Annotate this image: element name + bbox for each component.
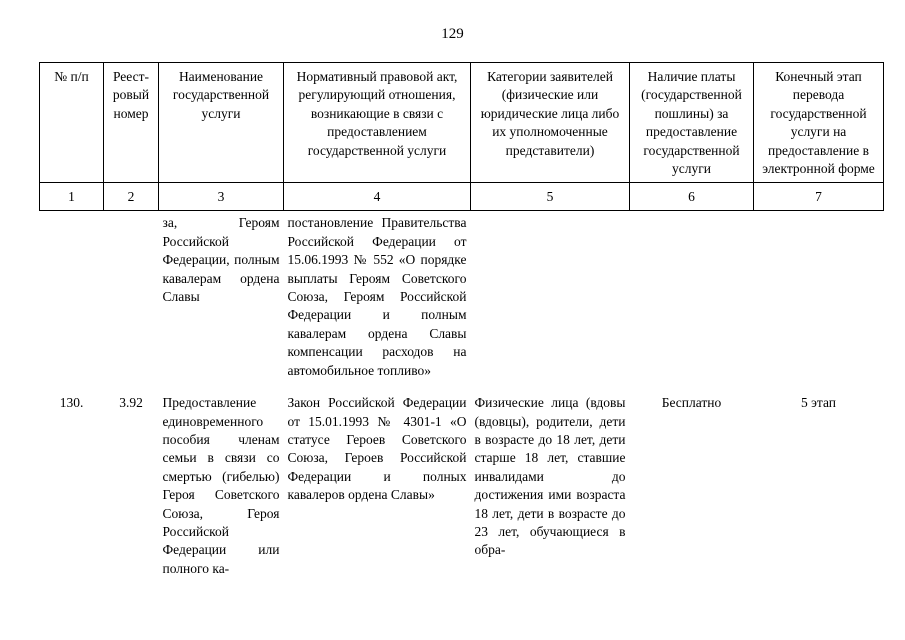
cell-empty: [471, 211, 630, 380]
cell-legal-act: постановление Правительства Российской Федерации от 15.06.1993 № 552 «О порядке выплаты Героям Советского Союза, Героям Российской Федерации и полным кавалерам ордена Славы компенсации расходов на автомобильное топливо»: [287, 215, 467, 378]
header-number: № п/п: [40, 63, 104, 183]
cell-service-name: за, Героям Российской Федерации, полным кавалерам ордена Славы: [162, 215, 280, 305]
table-row-130: [40, 394, 884, 578]
column-number: 4: [284, 183, 471, 211]
header-applicant-categories: Категории заявителей (физические или юридические лица либо их уполномоченные представители): [471, 63, 630, 183]
registry-table: [39, 62, 884, 578]
header-electronic-stage: Конечный этап перевода государственной услуги на предоставление в электронной форме: [754, 63, 884, 183]
cell-number: 130.: [59, 395, 84, 411]
cell-empty: [40, 211, 104, 380]
cell-registry-number: 3.92: [119, 395, 143, 411]
header-row: [40, 63, 884, 183]
header-service-name: Наименование государственной услуги: [159, 63, 284, 183]
column-number-row: [40, 183, 884, 211]
column-number: 5: [471, 183, 630, 211]
cell-empty: [104, 211, 159, 380]
cell-electronic-stage: 5 этап: [800, 395, 837, 411]
cell-legal-act: Закон Российской Федерации от 15.01.1993 № 4301-1 «О статусе Героев Советского Союза, Героев Российской Федерации и полных кавалеров ордена Славы»: [287, 395, 467, 503]
cell-fee: Бесплатно: [661, 395, 722, 411]
header-fee: Наличие платы (государственной пошлины) за предоставление государственной услуги: [630, 63, 754, 183]
page-number: 129: [441, 26, 464, 42]
cell-empty: [754, 211, 884, 380]
row-spacer: [40, 380, 884, 394]
header-registry-number: Реест-ровый номер: [104, 63, 159, 183]
column-number: 1: [40, 183, 104, 211]
cell-service-name: Предоставление единовременного пособия членам семьи в связи со смертью (гибелью) Героя Советского Союза, Героя Российской Федерации или полного ка-: [162, 395, 280, 576]
column-number: 2: [104, 183, 159, 211]
column-number: 7: [754, 183, 884, 211]
column-number: 3: [159, 183, 284, 211]
table-row-continuation: [40, 211, 884, 380]
column-number: 6: [630, 183, 754, 211]
header-legal-act: Нормативный правовой акт, регулирующий отношения, возникающие в связи с предоставлением государственной услуги: [284, 63, 471, 183]
cell-empty: [630, 211, 754, 380]
cell-applicant-categories: Физические лица (вдовы (вдовцы), родители, дети в возрасте до 18 лет, дети старше 18 лет, ставшие инвалидами до достижения ими возраста 18 лет, дети в возрасте до 23 лет, обучающиеся в обра-: [474, 395, 626, 558]
